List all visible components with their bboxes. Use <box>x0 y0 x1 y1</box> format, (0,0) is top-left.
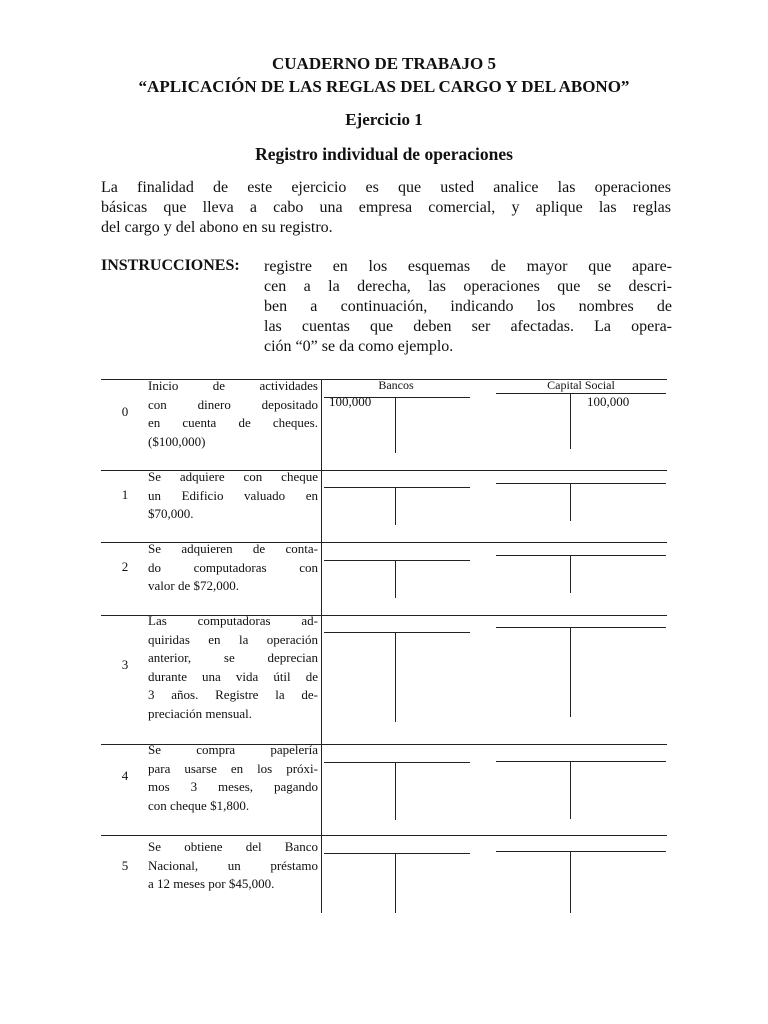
t-account-top <box>496 483 666 484</box>
intro-line: básicas que lleva a cabo una empresa comercial, y aplique las reglas <box>101 199 671 216</box>
intro-line: La finalidad de este ejercicio es que usted analice las operaciones <box>101 179 671 196</box>
operation-number: 2 <box>121 559 129 574</box>
description-line: preciación mensual. <box>148 705 252 721</box>
operation-description <box>148 741 318 815</box>
description-line: durante una vida útil de <box>148 668 318 684</box>
workbook-subtitle: “APLICACIÓN DE LAS REGLAS DEL CARGO Y DEL ABONO” <box>138 77 630 96</box>
t-account-stem <box>395 397 396 453</box>
description-line: Se obtiene del Banco <box>148 839 318 854</box>
workbook-title: CUADERNO DE TRABAJO 5 <box>271 54 496 73</box>
t-account-stem <box>570 483 571 521</box>
description-line: $70,000. <box>148 506 194 521</box>
description-line: Las computadoras ad- <box>148 613 318 628</box>
operation-number: 5 <box>121 858 129 873</box>
operation-description <box>148 540 318 596</box>
t-account-top <box>324 632 470 633</box>
description-line: Se compra papelería <box>148 742 318 757</box>
t-account-top <box>496 627 666 628</box>
t-account-stem <box>570 627 571 717</box>
credit-amount: 100,000 <box>587 394 630 409</box>
instructions-line: las cuentas que deben ser afectadas. La opera- <box>264 318 672 335</box>
t-account-stem <box>570 393 571 449</box>
instructions-label: INSTRUCCIONES: <box>101 257 240 274</box>
description-line: en cuenta de cheques. <box>148 415 318 430</box>
description-line: con dinero depositado <box>148 396 318 412</box>
description-line: quiridas en la operación <box>148 631 318 647</box>
t-account-top <box>496 555 666 556</box>
t-account-top <box>324 560 470 561</box>
description-line: Nacional, un préstamo <box>148 857 318 873</box>
description-line: con cheque $1,800. <box>148 797 250 813</box>
t-account-top <box>324 853 470 854</box>
operation-description <box>148 838 318 894</box>
t-account-top <box>496 761 666 762</box>
debit-amount: 100,000 <box>329 394 372 409</box>
description-line: ($100,000) <box>148 433 206 449</box>
account-name-bancos: Bancos <box>378 378 414 392</box>
t-account-stem <box>395 853 396 913</box>
instructions-line: ben a continuación, indicando los nombres de <box>264 298 672 315</box>
intro-paragraph <box>101 178 671 238</box>
description-line: un Edificio valuado en <box>148 487 318 503</box>
description-line: para usarse en los próxi- <box>148 760 318 776</box>
instructions-line: cen a la derecha, las operaciones que se descri- <box>264 278 672 295</box>
section-title: Registro individual de operaciones <box>255 144 513 164</box>
operation-description <box>148 377 318 451</box>
operation-number: 3 <box>121 657 129 672</box>
description-line: Se adquieren de conta- <box>148 541 318 556</box>
description-line: Se adquiere con cheque <box>148 469 318 484</box>
t-account-stem <box>395 487 396 525</box>
operation-number: 4 <box>121 768 129 783</box>
instructions-line: ción “0” se da como ejemplo. <box>264 338 454 355</box>
t-account-top <box>496 393 666 394</box>
exercise-title: Ejercicio 1 <box>345 110 423 129</box>
row-separator <box>101 835 667 836</box>
description-line: anterior, se deprecian <box>148 650 318 665</box>
t-account-top <box>496 851 666 852</box>
t-account-stem <box>570 555 571 593</box>
intro-line: del cargo y del abono en su registro. <box>101 219 333 236</box>
description-line: do computadoras con <box>148 559 318 575</box>
operation-number: 0 <box>121 404 129 419</box>
instructions-line: registre en los esquemas de mayor que apare- <box>264 258 672 275</box>
t-account-stem <box>570 851 571 913</box>
operation-number: 1 <box>121 487 129 502</box>
t-account-stem <box>395 632 396 722</box>
description-line: valor de $72,000. <box>148 578 239 593</box>
t-account-stem <box>570 761 571 819</box>
description-line: a 12 meses por $45,000. <box>148 876 275 891</box>
account-name-capital-social: Capital Social <box>547 378 615 392</box>
description-line: mos 3 meses, pagando <box>148 779 318 794</box>
t-account-stem <box>395 762 396 820</box>
instructions-text <box>264 257 672 357</box>
operation-description <box>148 468 318 524</box>
t-account-stem <box>395 560 396 598</box>
description-line: 3 años. Registre la de- <box>148 687 318 702</box>
t-account-top <box>324 487 470 488</box>
column-divider <box>321 379 322 913</box>
operation-description <box>148 612 318 723</box>
description-line: Inicio de actividades <box>148 378 318 393</box>
t-account-top <box>324 762 470 763</box>
